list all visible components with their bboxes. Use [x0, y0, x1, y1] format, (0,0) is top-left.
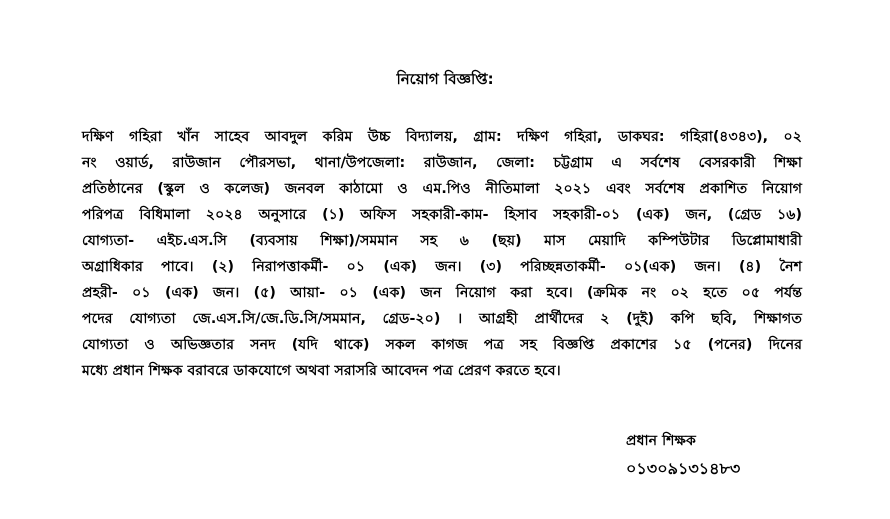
notice-body-line: যোগ্যতা- এইচ.এস.সি (ব্যবসায় শিক্ষা)/সমমান সহ ৬ (ছয়) মাস মেয়াদি কম্পিউটার ডিপ্লোমাধারী	[82, 233, 802, 249]
notice-body-line: যোগ্যতা ও অভিজ্ঞতার সনদ (যদি থাকে) সকল কাগজ পত্র সহ বিজ্ঞপ্তি প্রকাশের ১৫ (পনের) দিনের	[82, 337, 802, 353]
notice-body-line: প্রহরী- ০১ (এক) জন। (৫) আয়া- ০১ (এক) জন নিয়োগ করা হবে। (ক্রমিক নং ০২ হতে ০৫ পর্যন্ত	[82, 285, 802, 301]
notice-body-line: মধ্যে প্রধান শিক্ষক বরাবরে ডাকযোগে অথবা সরাসরি আবেদন পত্র প্রেরণ করতে হবে।	[82, 363, 561, 379]
notice-body-line: প্রতিষ্ঠানের (স্কুল ও কলেজ) জনবল কাঠামো ও এম.পিও নীতিমালা ২০২১ এবং সর্বশেষ প্রকাশিত নিয়োগ	[82, 181, 802, 197]
signature-title: প্রধান শিক্ষক	[626, 433, 696, 449]
notice-body-line: নং ওয়ার্ড, রাউজান পৌরসভা, থানা/উপজেলা: রাউজান, জেলা: চট্টগ্রাম এ সর্বশেষ বেসরকারী শিক্ষা	[82, 155, 802, 171]
signature-phone: ০১৩০৯১৩১৪৮৩	[626, 459, 741, 478]
notice-body-line: অগ্রাধিকার পাবে। (২) নিরাপত্তাকর্মী- ০১ (এক) জন। (৩) পরিচ্ছন্নতাকর্মী- ০১(এক) জন। (৪) নৈশ	[82, 259, 802, 275]
notice-body-line: দক্ষিণ গহিরা খাঁন সাহেব আবদুল করিম উচ্চ বিদ্যালয়, গ্রাম: দক্ষিণ গহিরা, ডাকঘর: গহিরা(৪৩৪৩), ০২	[82, 129, 802, 145]
notice-body-line: পদের যোগ্যতা জে.এস.সি/জে.ডি.সি/সমমান, গ্রেড-২০) । আগ্রহী প্রার্থীদের ২ (দুই) কপি ছবি, শিক্ষাগত	[82, 311, 802, 327]
notice-title: নিয়োগ বিজ্ঞপ্তি:	[396, 70, 494, 88]
notice-body-line: পরিপত্র বিধিমালা ২০২৪ অনুসারে (১) অফিস সহকারী-কাম- হিসাব সহকারী-০১ (এক) জন, (গ্রেড ১৬)	[82, 207, 802, 223]
